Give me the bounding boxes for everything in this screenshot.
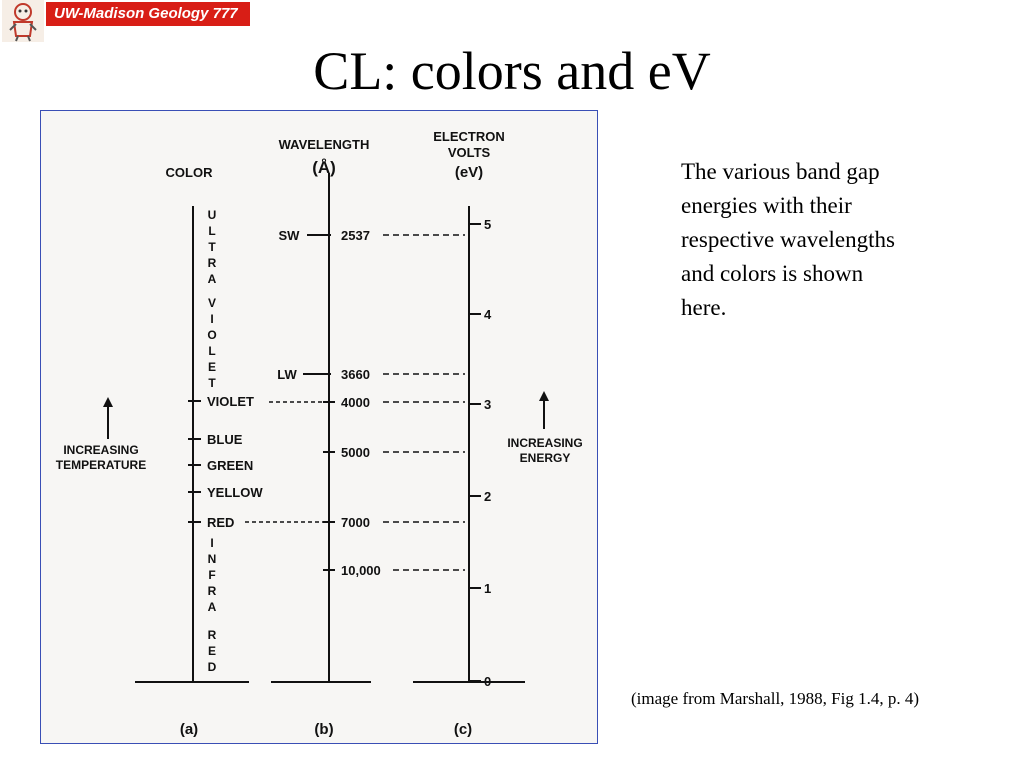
sw-label: SW [278,228,300,243]
ev-4: 4 [484,307,492,322]
uv-letter: T [208,376,216,390]
ev-2: 2 [484,489,492,504]
wavelength-unit: (Å) [312,158,336,177]
color-header: COLOR [165,165,213,180]
uv-letter: E [207,360,217,374]
caption-b: (b) [314,721,334,738]
slide-description: The various band gap energies with their respective wavelengths and colors is shown here. [681,159,895,320]
figure-scan [40,110,598,744]
caption-c: (c) [453,721,473,738]
wavelength-7000: 7000 [341,515,370,530]
temperature-note-line2: TEMPERATURE [55,458,147,472]
ev-1: 1 [484,581,492,596]
ir-letter: I [210,536,214,550]
color-red: RED [207,515,235,530]
uv-letter: L [208,344,216,358]
image-citation: (image from Marshall, 1988, Fig 1.4, p. 4) [631,689,920,708]
uv-letter: I [210,312,214,326]
color-yellow: YELLOW [207,485,263,500]
uv-letter: T [208,240,216,254]
caption-a: (a) [179,721,199,738]
energy-note-line2: ENERGY [519,451,571,465]
ir-letter: R [207,628,217,642]
uv-letter: U [207,208,217,222]
up-arrow-icon [539,391,549,401]
ev-0: 0 [484,674,492,689]
ir-letter: D [207,660,217,674]
uv-letter: L [208,224,216,238]
temperature-note-line1: INCREASING [63,443,139,457]
wavelength-header: WAVELENGTH [278,137,370,152]
ev-header-unit: (eV) [454,164,484,181]
ir-letter: E [207,644,217,658]
spectrum-diagram [41,111,598,744]
color-violet: VIOLET [207,394,254,409]
ir-letter: R [207,584,217,598]
uv-letter: R [207,256,217,270]
wavelength-3660: 3660 [341,367,370,382]
uv-letter: A [207,272,217,286]
ev-header-line2: VOLTS [447,145,491,160]
slide-title: CL: colors and eV [313,41,711,101]
wavelength-10000: 10,000 [341,563,381,578]
wavelength-2537: 2537 [341,228,370,243]
color-green: GREEN [207,458,254,473]
up-arrow-icon [103,397,113,407]
ir-letter: F [208,568,216,582]
color-blue: BLUE [207,432,243,447]
lw-label: LW [277,367,297,382]
energy-note-line1: INCREASING [507,436,583,450]
ir-letter: A [207,600,217,614]
ir-letter: N [207,552,217,566]
wavelength-5000: 5000 [341,445,370,460]
wavelength-4000: 4000 [341,395,370,410]
ev-5: 5 [484,217,492,232]
uv-letter: V [207,296,217,310]
uv-letter: O [207,328,217,342]
ev-header-line1: ELECTRON [433,129,505,144]
logo-text: UW-Madison Geology 777 [46,2,250,26]
ev-3: 3 [484,397,492,412]
